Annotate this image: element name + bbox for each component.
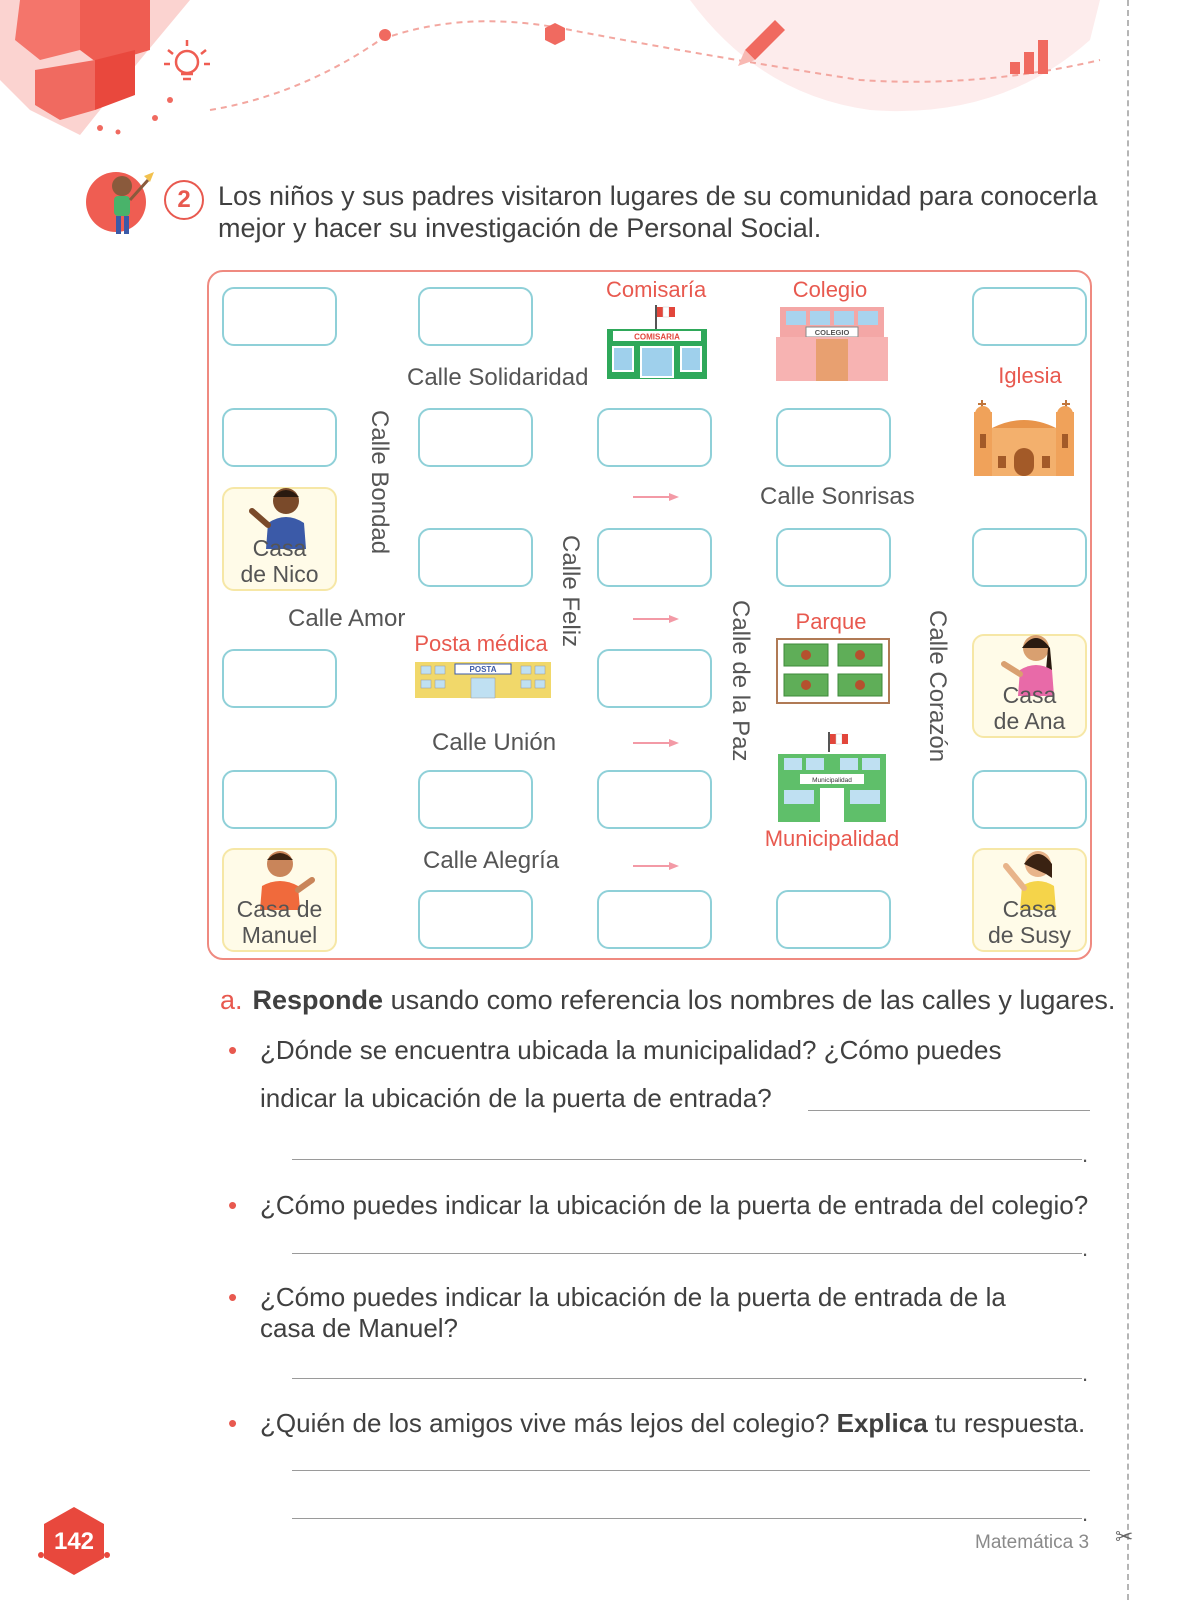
question-1-line1: ¿Dónde se encuentra ubicada la municipalidad? ¿Cómo puedes (260, 1035, 1002, 1065)
map-cell[interactable] (597, 890, 712, 949)
church-icon (970, 394, 1082, 478)
map-cell[interactable] (597, 649, 712, 708)
label-comisaria: Comisaría (606, 277, 707, 302)
map-cell[interactable] (597, 770, 712, 829)
map-cell[interactable] (776, 890, 891, 949)
street-corazon: Calle Corazón (924, 610, 951, 763)
house-manuel-line1: Casa de (236, 896, 323, 922)
map-cell[interactable] (418, 408, 533, 467)
arrow-right-icon (633, 614, 679, 624)
footer-subject: Matemática 3 (975, 1532, 1090, 1553)
period: . (1082, 1142, 1089, 1167)
header-decoration (0, 0, 1193, 150)
map-cell[interactable] (597, 528, 712, 587)
map-cell[interactable] (776, 408, 891, 467)
house-susy (972, 848, 1087, 952)
period: . (1082, 1361, 1089, 1386)
question-4-text-a: ¿Quién de los amigos vive más lejos del colegio? (260, 1408, 837, 1438)
town-hall-icon (776, 732, 888, 824)
cube-stack-icon (0, 0, 190, 135)
map-cell[interactable] (418, 770, 533, 829)
house-susy-line2: de Susy (987, 922, 1072, 948)
answer-line[interactable] (292, 1159, 1082, 1160)
bullet-icon: • (228, 1035, 238, 1065)
question-1 (228, 1035, 1120, 1066)
map-cell[interactable] (418, 287, 533, 346)
section-a-instruction (220, 985, 1120, 1016)
health-post-icon (415, 660, 551, 700)
lightbulb-icon (164, 40, 210, 79)
label-posta-medica: Posta médica (414, 631, 548, 656)
page-number: 142 (53, 1528, 95, 1555)
label-parque: Parque (795, 609, 867, 634)
answer-line[interactable] (292, 1518, 1082, 1519)
question-3-line1: ¿Cómo puedes indicar la ubicación de la puerta de entrada de la (260, 1282, 1006, 1312)
label-colegio: Colegio (792, 277, 868, 302)
bullet-icon: • (228, 1190, 238, 1220)
arrow-right-icon (633, 738, 679, 748)
problem-number: 2 (164, 180, 204, 220)
section-bold: Responde (252, 985, 384, 1015)
street-feliz: Calle Feliz (557, 535, 584, 648)
street-solidaridad: Calle Solidaridad (407, 364, 589, 391)
map-cell[interactable] (418, 528, 533, 587)
question-2 (228, 1190, 1120, 1221)
question-4 (228, 1408, 1120, 1439)
hexagon-page-icon (38, 1505, 110, 1577)
colegio-sign: COLEGIO (814, 328, 850, 337)
bullet-icon: • (228, 1282, 238, 1312)
police-station-icon (605, 305, 709, 381)
street-amor: Calle Amor (288, 605, 406, 632)
map-cell[interactable] (222, 770, 337, 829)
municipalidad-sign: Municipalidad (812, 777, 852, 784)
street-bondad: Calle Bondad (366, 410, 393, 555)
school-icon (776, 305, 888, 383)
label-municipalidad: Municipalidad (764, 826, 900, 851)
house-nico-line2: de Nico (240, 561, 319, 587)
answer-line[interactable] (292, 1253, 1082, 1254)
question-3 (228, 1282, 1120, 1344)
arrow-right-icon (633, 492, 679, 502)
kid-mascot-icon (86, 166, 158, 238)
house-manuel (222, 848, 337, 952)
map-cell[interactable] (418, 890, 533, 949)
house-manuel-line2: Manuel (241, 922, 318, 948)
map-cell[interactable] (972, 528, 1087, 587)
house-nico (222, 487, 337, 591)
section-letter: a. (220, 985, 243, 1015)
scissors-icon: ✂ (1115, 1524, 1134, 1549)
problem-statement: Los niños y sus padres visitaron lugares de su comunidad para conocerla mejor y hacer su investigación de Personal Social. (218, 181, 1098, 243)
map-cell[interactable] (972, 287, 1087, 346)
house-ana-line2: de Ana (993, 708, 1066, 734)
bullet-icon: • (228, 1408, 238, 1438)
street-alegria: Calle Alegría (423, 847, 560, 874)
map-cell[interactable] (597, 408, 712, 467)
map-cell[interactable] (776, 528, 891, 587)
house-ana-line1: Casa (1002, 682, 1057, 708)
period: . (1082, 1236, 1089, 1261)
house-susy-line1: Casa (1002, 896, 1057, 922)
house-nico-line1: Casa (252, 535, 307, 561)
posta-sign: POSTA (469, 665, 497, 674)
question-2-text: ¿Cómo puedes indicar la ubicación de la puerta de entrada del colegio? (260, 1190, 1089, 1220)
arrow-right-icon (633, 861, 679, 871)
period: . (1082, 1501, 1089, 1526)
label-iglesia: Iglesia (998, 363, 1062, 388)
question-3-line2: casa de Manuel? (260, 1313, 459, 1343)
question-4-text-b: tu respuesta. (927, 1408, 1086, 1438)
section-rest: usando como referencia los nombres de las calles y lugares. (383, 985, 1116, 1015)
question-4-bold: Explica (836, 1408, 928, 1438)
map-cell[interactable] (222, 649, 337, 708)
street-sonrisas: Calle Sonrisas (760, 483, 915, 510)
comisaria-sign: COMISARIA (634, 332, 680, 342)
map-cell[interactable] (222, 408, 337, 467)
house-ana (972, 634, 1087, 738)
answer-line[interactable] (292, 1470, 1090, 1471)
street-paz: Calle de la Paz (727, 600, 754, 762)
street-union: Calle Unión (432, 729, 557, 756)
map-cell[interactable] (972, 770, 1087, 829)
question-1-line2: indicar la ubicación de la puerta de entrada? (260, 1083, 772, 1113)
park-icon (776, 638, 890, 704)
map-cell[interactable] (222, 287, 337, 346)
answer-line[interactable] (808, 1110, 1090, 1111)
answer-line[interactable] (292, 1378, 1082, 1379)
cut-line (1127, 0, 1129, 1600)
